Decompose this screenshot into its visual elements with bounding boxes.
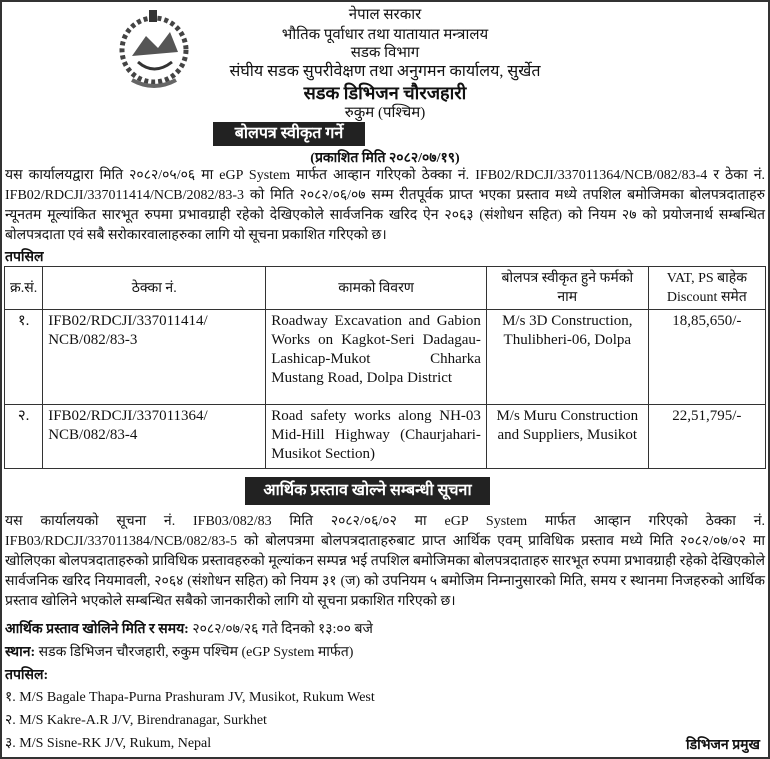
bidder-name: M/S Bagale Thapa-Purna Prashuram JV, Musikot, Rukum West [19,690,375,705]
cell-contract: IFB02/RDCJI/337011364/ NCB/082/83-4 [43,405,266,469]
published-date: (प्रकाशित मिति २०८२/०७/१९) [310,151,460,166]
place-label: स्थान: [5,645,36,660]
cell-sn: २. [5,405,43,469]
bidder-sn: ३. [5,736,16,751]
cell-contract: IFB02/RDCJI/337011414/ NCB/082/83-3 [43,310,266,405]
details-label-text: तपसिल: [5,668,49,683]
bidder-item [5,688,375,708]
col-header-description: कामको विवरण [266,267,487,310]
opening-datetime [5,620,373,640]
opening-place [5,643,353,663]
cell-firm: M/s Muru Construction and Suppliers, Musikot [486,405,648,469]
col-header-firm: बोलपत्र स्वीकृत हुने फर्मको नाम [486,267,648,310]
cell-amount: 22,51,795/- [648,405,765,469]
header-office: संघीय सडक सुपरीवेक्षण तथा अनुगमन कार्यालय, सुर्खेत [229,63,541,80]
place-value: सडक डिभिजन चौरजहारी, रुकुम पश्चिम (eGP System मार्फत) [38,645,354,660]
bidder-sn: २. [5,713,16,728]
header-location: रुकुम (पश्चिम) [344,105,426,121]
bidder-name: M/S Sisne-RK J/V, Rukum, Nepal [19,736,212,751]
notice2-details-label [5,666,48,686]
col-header-amount: VAT, PS बाहेक Discount समेत [648,267,765,310]
header-department: सडक विभाग [350,45,420,61]
cell-amount: 18,85,650/- [648,310,765,405]
col-header-contract: ठेक्का नं. [43,267,266,310]
opening-label: आर्थिक प्रस्ताव खोलिने मिति र समय: [5,622,189,637]
cell-firm: M/s 3D Construction, Thulibheri-06, Dolpa [486,310,648,405]
header-ministry: भौतिक पूर्वाधार तथा यातायात मन्त्रालय [281,27,489,43]
cell-description: Road safety works along NH-03 Mid-Hill Highway (Chaurjahari-Musikot Section) [266,405,487,469]
bidder-sn: १. [5,690,16,705]
opening-value: २०८२/०७/२६ गते दिनको १३:०० बजे [192,622,373,637]
header-division: सडक डिभिजन चौरजहारी [303,83,467,103]
table-header-row [5,267,766,310]
table-row [5,405,766,469]
notice1-title-banner: बोलपत्र स्वीकृत गर्ने आशयको सूचना [213,122,365,146]
bidder-item [5,734,211,754]
notice2-title-banner: आर्थिक प्रस्ताव खोल्ने सम्बन्धी सूचना [245,477,490,505]
notice1-details-label: तपसिल [5,250,44,265]
notice1-body: यस कार्यालयद्वारा मिति २०८२/०५/०६ मा eGP System मार्फत आव्हान गरिएको ठेक्का नं. IFB02/RDCJI/337011364/NCB/082/83-4 र ठेका नं. IFB02/RDCJI/337011414/NCB/2082/83-3 को मिति २०८२/०६/०७ सम्म रीतपूर्वक प्राप्त भएका प्रस्ताव मध्ये तपशिल बमोजिमका बोलपत्रदाताहरु न्यूनतम मूल्यांकित सारभूत रुपमा प्रभावग्राही रहेको देखिएकोले सार्वजनिक खरिद ऐन २०६३ (संशोधन सहित) को नियम २७ को प्रयोजनार्थ सम्बन्धित बोलपत्रदाता एवं सबै सरोकारवालाहरुका लागि यो सूचना प्रकाशित गरिएको छ। [5,168,765,243]
cell-description: Roadway Excavation and Gabion Works on Kagkot-Seri Dadagau-Lashicap-Mukot Chharka Mustang Road, Dolpa District [266,310,487,405]
signature-division-chief: डिभिजन प्रमुख [685,738,760,753]
award-table [4,266,766,469]
notice2-body: यस कार्यालयको सूचना नं. IFB03/082/83 मिति २०८२/०६/०२ मा eGP System मार्फत आव्हान गरिएको ठेक्का नं. IFB03/RDCJI/337011384/NCB/082/83-5 को बोलपत्रमा बोलपत्रदाताहरुबाट प्राप्त आर्थिक एवम् प्राविधिक प्रस्ताव मध्ये मिति २०८२/०७/०२ मा खोलिएका बोलपत्रदाताहरुको प्राविधिक प्रस्तावहरुको मूल्यांकन सम्पन्न भई तपशिल बमोजिमका बोलपत्रदाताहरु सारभूत रुपमा प्रभावग्राही रहेको देखिएकोले सार्वजनिक खरिद नियमावली, २०६४ (संशोधन सहित) को नियम ३१ (ज) को उपनियम ५ बमोजिम निम्नानुसारको मिति, समय र स्थानमा निजहरुको आर्थिक प्रस्ताव खोलिने भएकोले सम्बन्धित सबैको जानकारीको लागि यो सूचना प्रकाशित गरिएको छ। [5,514,765,609]
col-header-sn: क्र.सं. [5,267,43,310]
header-government: नेपाल सरकार [348,7,422,23]
bidder-item [5,711,267,731]
cell-sn: १. [5,310,43,405]
bidder-name: M/S Kakre-A.R J/V, Birendranagar, Surkhet [19,713,267,728]
table-row [5,310,766,405]
